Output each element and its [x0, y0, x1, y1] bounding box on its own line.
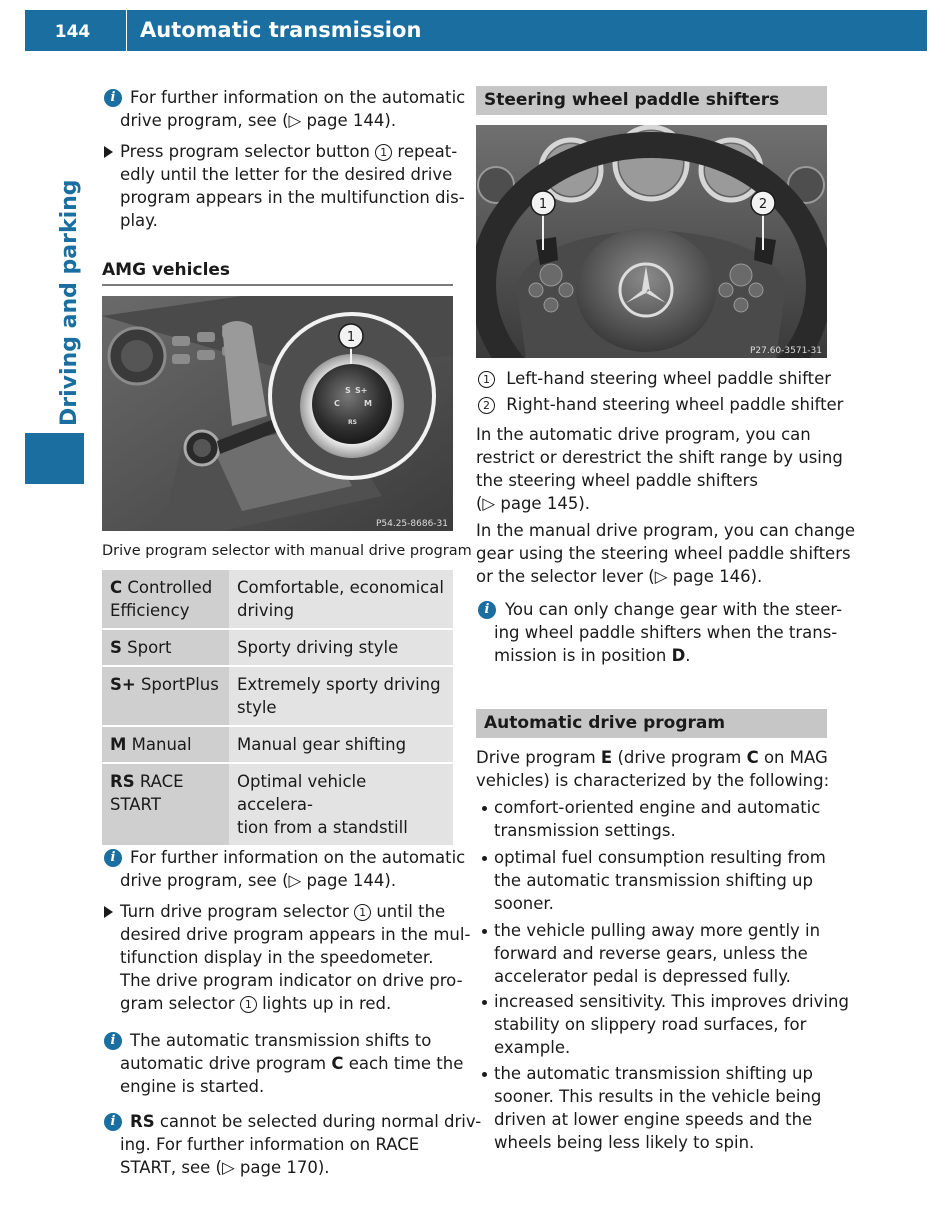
info-note-2: For further information on the automatic: [130, 848, 466, 867]
image-code: P27.60-3571-31: [749, 346, 822, 356]
svg-text:S+: S+: [355, 386, 368, 395]
legend-item-2: 2 Right-hand steering wheel paddle shifter: [478, 393, 843, 416]
page-title: Automatic transmission: [140, 18, 422, 42]
legend-item-1: 1 Left-hand steering wheel paddle shifter: [478, 367, 831, 390]
list-item: increased sensitivity. This improves driving stability on slippery road surfaces, for example.: [494, 992, 849, 1057]
info-icon: i: [478, 601, 496, 619]
callout-1-icon: 1: [375, 144, 392, 161]
table-row: RS RACE START Optimal vehicle accelera- tion from a standstill: [102, 763, 453, 846]
table-row: M Manual Manual gear shifting: [102, 726, 453, 763]
list-item: the automatic transmission shifting up sooner. This results in the vehicle being driven at lower engine speeds and the wheels being less likely to spin.: [494, 1064, 822, 1152]
table-row: C Controlled Efficiency Comfortable, economical driving: [102, 570, 453, 629]
instruction-step-1: Press program selector button 1 repeat- edly until the letter for the desired drive program appears in the multifunction dis- play.: [120, 142, 465, 230]
section-side-label-text: Driving and parking: [57, 179, 82, 426]
callout-1-icon: 1: [478, 371, 495, 388]
drive-program-table: [102, 570, 453, 847]
info-icon: i: [104, 1113, 122, 1131]
list-item: the vehicle pulling away more gently in forward and reverse gears, unless the accelerator pedal is depressed fully.: [494, 921, 821, 986]
callout-1-icon: 1: [240, 996, 257, 1013]
step-arrow-icon: [104, 146, 113, 158]
drive-program-selector-photo: [102, 296, 453, 531]
paragraph-manual-change-gear: In the manual drive program, you can change gear using the steering wheel paddle shifters or the selector lever (▷ page 146).: [476, 521, 856, 586]
svg-text:M: M: [364, 399, 372, 408]
steering-wheel-illustration: [476, 125, 827, 358]
bullet-icon: [482, 929, 487, 934]
bullet-icon: [482, 856, 487, 861]
image-code: P54.25-8686-31: [375, 519, 448, 529]
svg-text:RS: RS: [348, 419, 357, 426]
paddle-shifters-heading: Steering wheel paddle shifters: [476, 86, 827, 115]
callout-1-icon: 1: [354, 904, 371, 921]
steering-wheel-photo: [476, 125, 827, 358]
info-icon: i: [104, 89, 122, 107]
selector-illustration: [102, 296, 453, 531]
page-number: 144: [54, 22, 91, 42]
paragraph-auto-shift-range: In the automatic drive program, you can restrict or derestrict the shift range by using the steering wheel paddle shifters (▷ page 145).: [476, 425, 843, 513]
callout-2-icon: 2: [478, 397, 495, 414]
info-note-4: RS cannot be selected during normal driv-: [130, 1112, 482, 1131]
instruction-step-2: Turn drive program selector 1 until the desired drive program appears in the mul- tifunction display in the speedometer. The drive program indicator on drive pro- gram selector 1 lights up in red.: [120, 902, 471, 1013]
info-note-3: The automatic transmission shifts to: [130, 1031, 432, 1050]
header-separator: [126, 10, 127, 51]
info-note-5: You can only change gear with the steer-: [505, 600, 843, 619]
table-row: S Sport Sporty driving style: [102, 629, 453, 666]
heading-rule: [102, 284, 453, 286]
paddle-callout-2: 2: [758, 197, 768, 212]
paddle-callout-1: 1: [538, 197, 548, 212]
selector-callout-label: 1: [346, 330, 356, 345]
bullet-icon: [482, 1000, 487, 1005]
section-side-label: [52, 179, 92, 426]
info-note-1: For further information on the automatic: [130, 88, 466, 107]
list-item: optimal fuel consumption resulting from the automatic transmission shifting up sooner.: [494, 848, 826, 913]
amg-vehicles-heading: AMG vehicles: [102, 260, 231, 280]
adp-intro: Drive program E (drive program C on MAG vehicles) is characterized by the following:: [476, 748, 830, 790]
svg-text:S: S: [345, 386, 351, 395]
image-caption: Drive program selector with manual drive program: [102, 543, 472, 559]
bullet-icon: [482, 806, 487, 811]
page-header: [25, 10, 927, 51]
bullet-icon: [482, 1072, 487, 1077]
automatic-drive-program-heading: Automatic drive program: [476, 709, 827, 738]
info-icon: i: [104, 849, 122, 867]
table-row: S+ SportPlus Extremely sporty driving style: [102, 666, 453, 726]
svg-text:C: C: [334, 399, 340, 408]
step-arrow-icon: [104, 906, 113, 918]
info-icon: i: [104, 1032, 122, 1050]
section-tab-marker: [25, 433, 84, 484]
list-item: comfort-oriented engine and automatic transmission settings.: [494, 798, 821, 840]
